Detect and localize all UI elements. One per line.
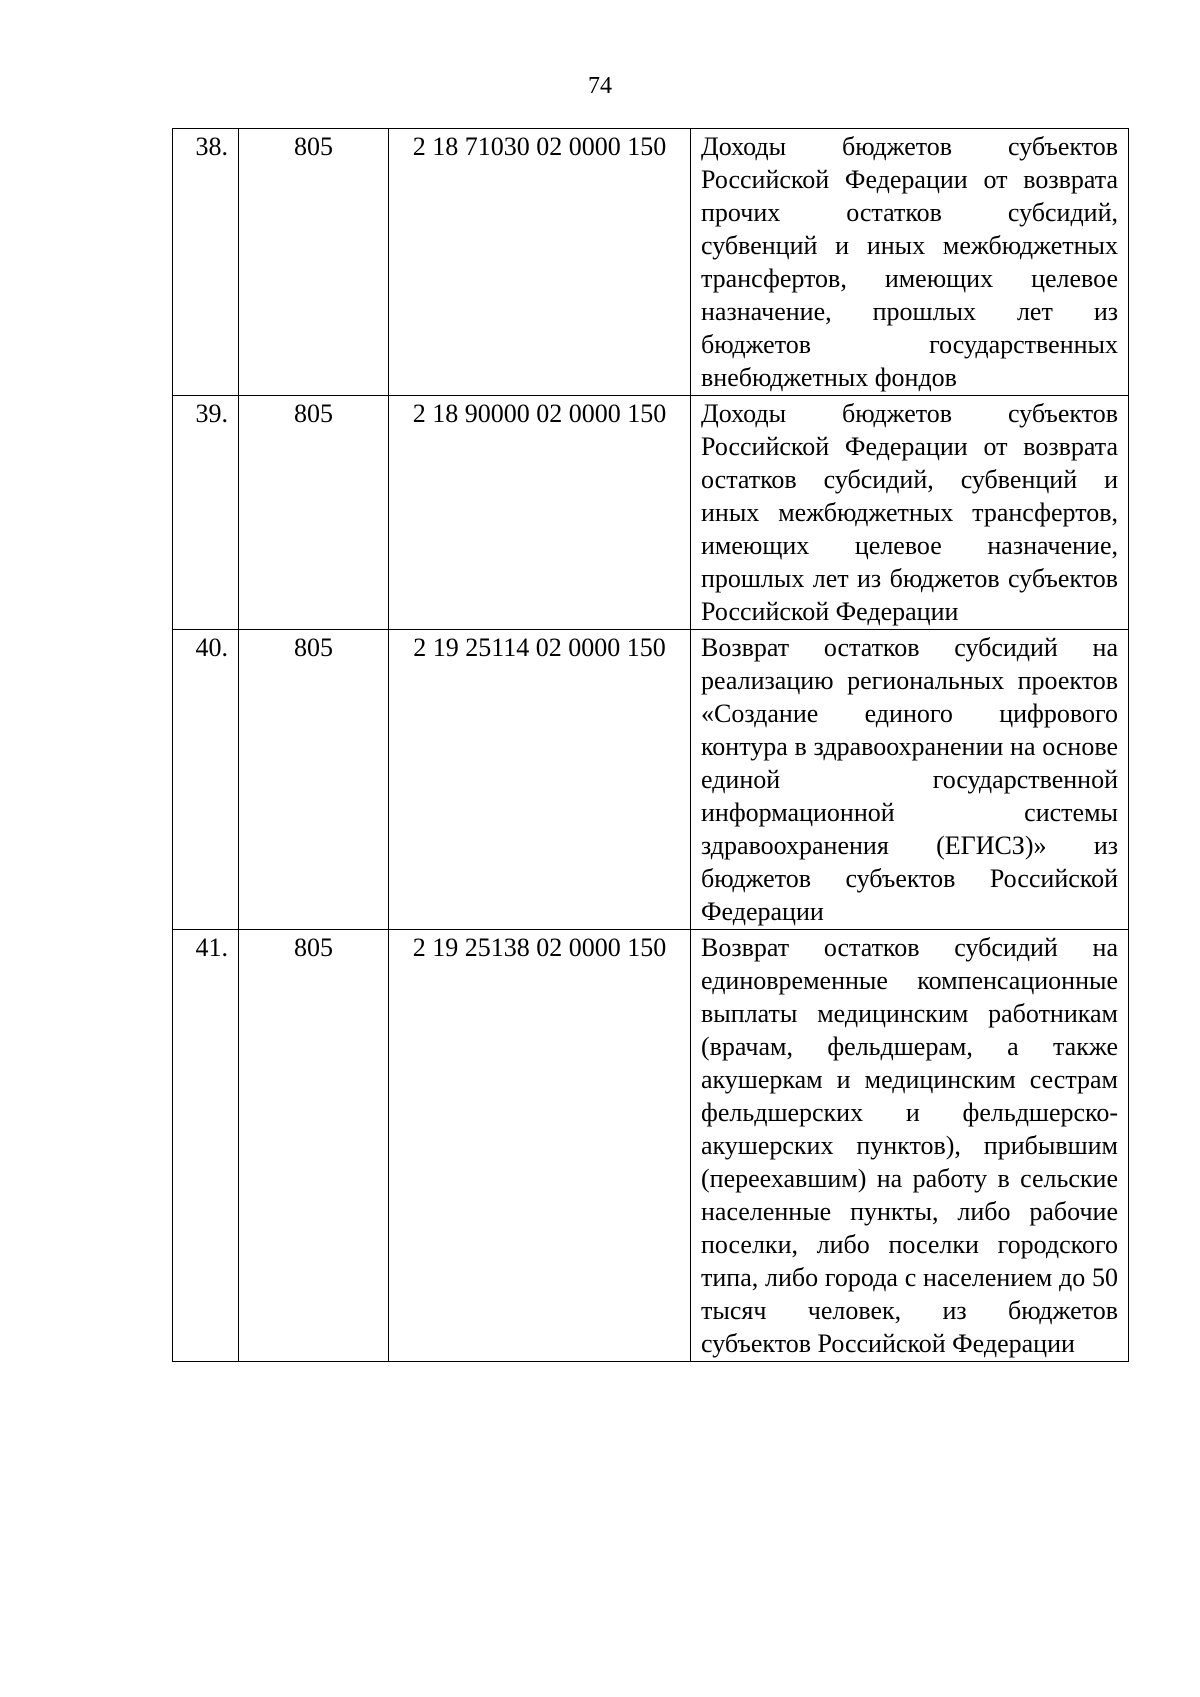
- administrator-code: 805: [239, 630, 389, 930]
- table-row: [173, 630, 1129, 930]
- budget-codes-table: [172, 128, 1129, 1362]
- row-number: 39.: [173, 396, 239, 630]
- table-row: [173, 129, 1129, 396]
- administrator-code: 805: [239, 129, 389, 396]
- page-number: 74: [588, 73, 612, 99]
- revenue-classification-code: 2 19 25114 02 0000 150: [389, 630, 691, 930]
- row-number: 38.: [173, 129, 239, 396]
- administrator-code: 805: [239, 396, 389, 630]
- revenue-name: Доходы бюджетов субъектов Российской Федерации от возврата остатков субсидий, субвенций и иных межбюджетных трансфертов, имеющих целевое назначение, прошлых лет из бюджетов субъектов Российской Федерации: [691, 396, 1129, 630]
- revenue-classification-code: 2 18 90000 02 0000 150: [389, 396, 691, 630]
- revenue-name: Возврат остатков субсидий на единовременные компенсационные выплаты медицинским работникам (врачам, фельдшерам, а также акушеркам и медицинским сестрам фельдшерских и фельдшерско-акушерских пунктов), прибывшим (переехавшим) на работу в сельские населенные пункты, либо рабочие поселки, либо поселки городского типа, либо города с населением до 50 тысяч человек, из бюджетов субъектов Российской Федерации: [691, 930, 1129, 1362]
- revenue-classification-code: 2 18 71030 02 0000 150: [389, 129, 691, 396]
- row-number: 41.: [173, 930, 239, 1362]
- revenue-name: Доходы бюджетов субъектов Российской Федерации от возврата прочих остатков субсидий, субвенций и иных межбюджетных трансфертов, имеющих целевое назначение, прошлых лет из бюджетов государственных внебюджетных фондов: [691, 129, 1129, 396]
- revenue-classification-code: 2 19 25138 02 0000 150: [389, 930, 691, 1362]
- table-row: [173, 396, 1129, 630]
- table-row: [173, 930, 1129, 1362]
- revenue-name: Возврат остатков субсидий на реализацию региональных проектов «Создание единого цифрового контура в здравоохранении на основе единой государственной информационной системы здравоохранения (ЕГИСЗ)» из бюджетов субъектов Российской Федерации: [691, 630, 1129, 930]
- administrator-code: 805: [239, 930, 389, 1362]
- row-number: 40.: [173, 630, 239, 930]
